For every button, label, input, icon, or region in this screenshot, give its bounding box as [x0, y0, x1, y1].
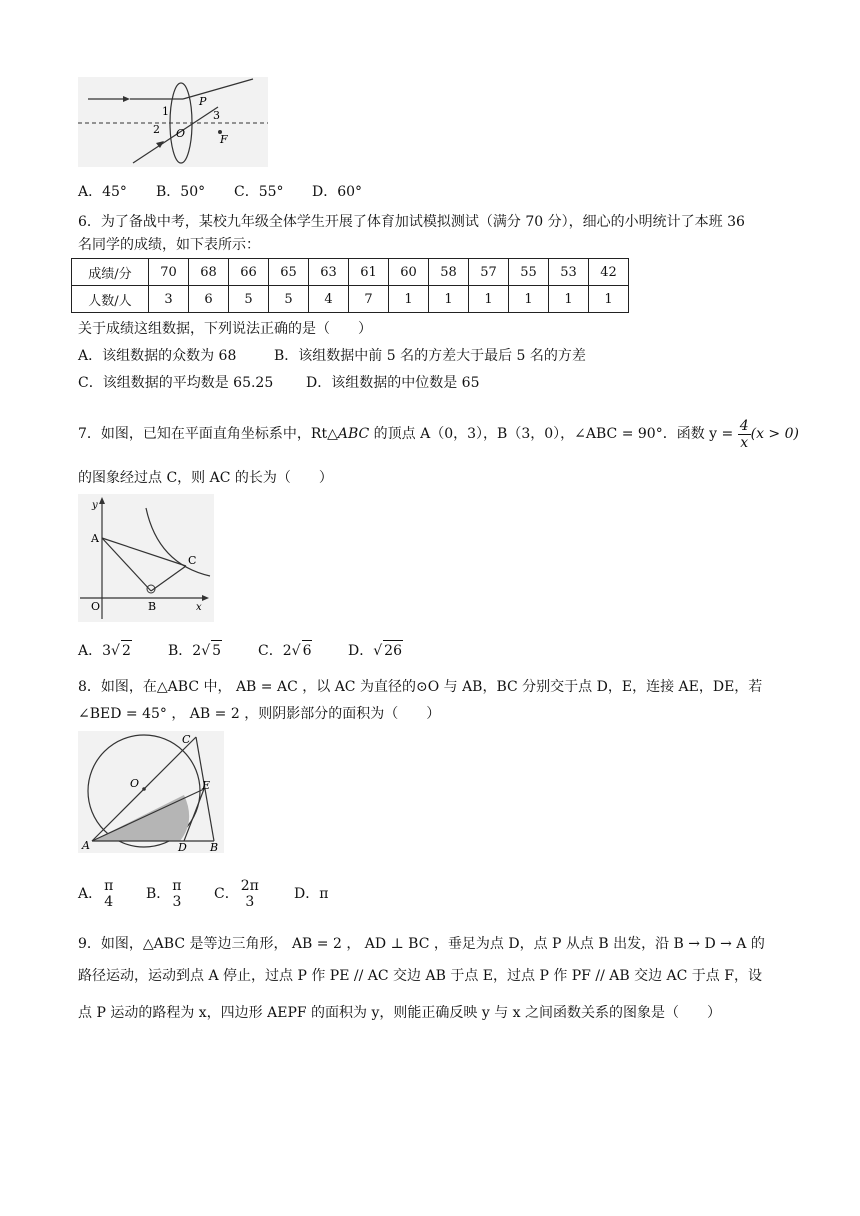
point-label-c: C — [188, 554, 197, 567]
table-cell: 1 — [589, 286, 629, 313]
table-header-scores: 成绩/分 — [72, 259, 149, 286]
q6-option-a: A．该组数据的众数为 68 — [78, 348, 237, 364]
q7-option-c: C．2√ 6 — [258, 640, 348, 661]
q7-option-a: A．3√ 2 — [78, 640, 168, 661]
q7-options — [78, 640, 403, 661]
q8-text-line1: 8．如图，在△ABC 中， AB = AC ，以 AC 为直径的⊙O 与 AB，BC 分别交于点 D，E，连接 AE，DE，若 — [78, 679, 763, 695]
table-cell: 70 — [149, 259, 189, 286]
table-cell: 1 — [429, 286, 469, 313]
table-cell: 61 — [349, 259, 389, 286]
angle-label-2: 2 — [153, 123, 160, 136]
point-label-o: O — [130, 777, 140, 790]
point-label-p: P — [199, 95, 207, 108]
table-cell: 6 — [189, 286, 229, 313]
point-label-d: D — [178, 841, 187, 853]
table-cell: 1 — [469, 286, 509, 313]
q6-options-row2 — [78, 373, 480, 393]
score-table — [71, 258, 629, 313]
q5-lens-figure — [78, 77, 268, 167]
table-cell: 68 — [189, 259, 229, 286]
point-label-f: F — [220, 133, 228, 146]
q5-option-c: C．55° — [234, 184, 284, 200]
q7-text-abc: ABC — [337, 426, 370, 442]
q6-text-line2: 名同学的成绩，如下表所示： — [78, 237, 260, 253]
table-cell: 1 — [509, 286, 549, 313]
q8-circle-figure — [78, 731, 224, 853]
q8-options — [78, 873, 328, 915]
table-cell: 5 — [269, 286, 309, 313]
coordinate-graph — [78, 494, 214, 622]
q8-option-b: B． π 3 — [146, 878, 182, 910]
table-cell: 63 — [309, 259, 349, 286]
q8-option-a: A． π 4 — [78, 878, 114, 910]
point-label-a: A — [91, 532, 99, 545]
table-cell: 66 — [229, 259, 269, 286]
point-label-b: B — [210, 841, 219, 853]
point-label-a: A — [82, 839, 90, 852]
q8-option-d: D．π — [294, 886, 329, 902]
q7-graph-figure — [78, 494, 214, 622]
point-label-o: O — [91, 600, 101, 613]
q7-frac-den: x — [740, 434, 749, 451]
axis-label-y: y — [92, 500, 98, 511]
q7-text-part2: 的顶点 A（0，3），B（3，0），∠ABC = 90°．函数 y = — [369, 426, 734, 442]
table-cell: 42 — [589, 259, 629, 286]
q9-text-line1: 9．如图，△ABC 是等边三角形， AB = 2 ， AD ⊥ BC ，垂足为点 D，点 P 从点 B 出发，沿 B → D → A 的 — [78, 936, 765, 952]
table-cell: 7 — [349, 286, 389, 313]
q7-text-line2: 的图象经过点 C，则 AC 的长为（ ） — [78, 470, 333, 486]
q5-option-d: D．60° — [312, 184, 363, 200]
table-cell: 1 — [389, 286, 429, 313]
q7-fraction — [738, 418, 751, 451]
q5-options — [78, 182, 362, 202]
q7-domain: (x > 0) — [750, 426, 799, 442]
point-label-e: E — [202, 779, 211, 792]
q7-option-b: B．2√ 5 — [168, 640, 258, 661]
q6-options-row1 — [78, 346, 586, 366]
axis-label-x: x — [196, 602, 202, 613]
q7-text-line1 — [78, 416, 799, 452]
circle-diagram — [78, 731, 224, 853]
q6-text-line1: 6．为了备战中考，某校九年级全体学生开展了体育加试模拟测试（满分 70 分），细心的小明统计了本班 36 — [78, 214, 745, 230]
table-header-counts: 人数/人 — [72, 286, 149, 313]
table-cell: 5 — [229, 286, 269, 313]
table-cell: 65 — [269, 259, 309, 286]
q6-option-c: C．该组数据的平均数是 65.25 — [78, 375, 274, 391]
table-cell: 60 — [389, 259, 429, 286]
q9-text-line3: 点 P 运动的路程为 x，四边形 AEPF 的面积为 y，则能正确反映 y 与 x 之间函数关系的图象是（ ） — [78, 1005, 721, 1021]
q7-frac-num: 4 — [739, 417, 749, 434]
q8-option-c: C． 2π 3 — [214, 878, 259, 910]
table-cell: 57 — [469, 259, 509, 286]
q6-option-b: B．该组数据中前 5 名的方差大于最后 5 名的方差 — [274, 348, 586, 364]
point-label-b: B — [148, 600, 157, 613]
table-cell: 1 — [549, 286, 589, 313]
table-cell: 53 — [549, 259, 589, 286]
q8-text-line2: ∠BED = 45° ， AB = 2 ，则阴影部分的面积为（ ） — [78, 706, 441, 722]
q9-text-line2: 路径运动，运动到点 A 停止，过点 P 作 PE // AC 交边 AB 于点 E，过点 P 作 PF // AB 交边 AC 于点 F，设 — [78, 968, 762, 984]
q7-text-part1: 7．如图，已知在平面直角坐标系中，Rt△ — [78, 426, 338, 442]
table-cell: 58 — [429, 259, 469, 286]
q7-option-d: D．√ 26 — [348, 640, 403, 661]
table-cell: 4 — [309, 286, 349, 313]
angle-label-3: 3 — [213, 109, 220, 122]
table-cell: 3 — [149, 286, 189, 313]
q5-option-a: A．45° — [78, 184, 127, 200]
point-label-c: C — [182, 733, 191, 746]
q6-prompt: 关于成绩这组数据，下列说法正确的是（ ） — [78, 321, 372, 337]
table-row-scores — [72, 259, 629, 286]
point-label-o: O — [176, 127, 186, 140]
lens-diagram — [78, 77, 268, 167]
table-cell: 55 — [509, 259, 549, 286]
q6-option-d: D．该组数据的中位数是 65 — [306, 375, 480, 391]
table-row-counts — [72, 286, 629, 313]
angle-label-1: 1 — [162, 105, 169, 118]
q5-option-b: B．50° — [156, 184, 206, 200]
